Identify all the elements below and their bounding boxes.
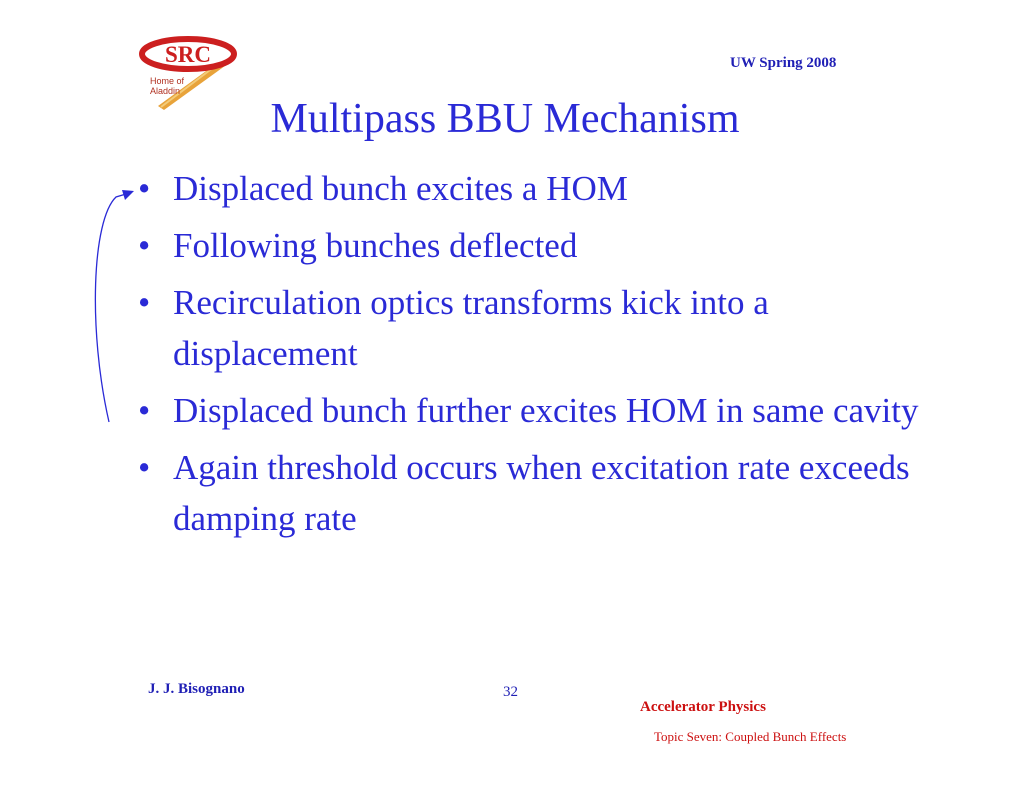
slide-title: Multipass BBU Mechanism — [270, 96, 740, 142]
page-number: 32 — [503, 684, 518, 700]
logo-tagline-1: Home of — [150, 76, 185, 86]
logo-tagline-2: Aladdin — [150, 86, 181, 96]
term-label: UW Spring 2008 — [730, 55, 837, 71]
bullet-marker: • — [138, 283, 151, 322]
bullet-marker: • — [138, 448, 151, 487]
course-name: Accelerator Physics — [640, 699, 766, 715]
topic-label: Topic Seven: Coupled Bunch Effects — [654, 729, 847, 744]
bullet-list — [130, 163, 960, 550]
bullet-item — [130, 277, 960, 379]
bullet-item — [130, 385, 960, 436]
bullet-text: Displaced bunch excites a HOM — [173, 169, 628, 208]
bullet-text: Recirculation optics transforms kick into a displacement — [173, 283, 769, 373]
feedback-arrow-line — [95, 194, 126, 422]
bullet-marker: • — [138, 391, 151, 430]
bullet-text: Following bunches deflected — [173, 226, 578, 265]
bullet-item — [130, 442, 960, 544]
bullet-marker: • — [138, 169, 151, 208]
bullet-item — [130, 163, 960, 214]
bullet-item — [130, 220, 960, 271]
bullet-text: Displaced bunch further excites HOM in same cavity — [173, 391, 919, 430]
author-name: J. J. Bisognano — [148, 681, 245, 697]
bullet-text: Again threshold occurs when excitation rate exceeds damping rate — [173, 448, 910, 538]
logo-acronym: SRC — [164, 42, 212, 67]
bullet-marker: • — [138, 226, 151, 265]
